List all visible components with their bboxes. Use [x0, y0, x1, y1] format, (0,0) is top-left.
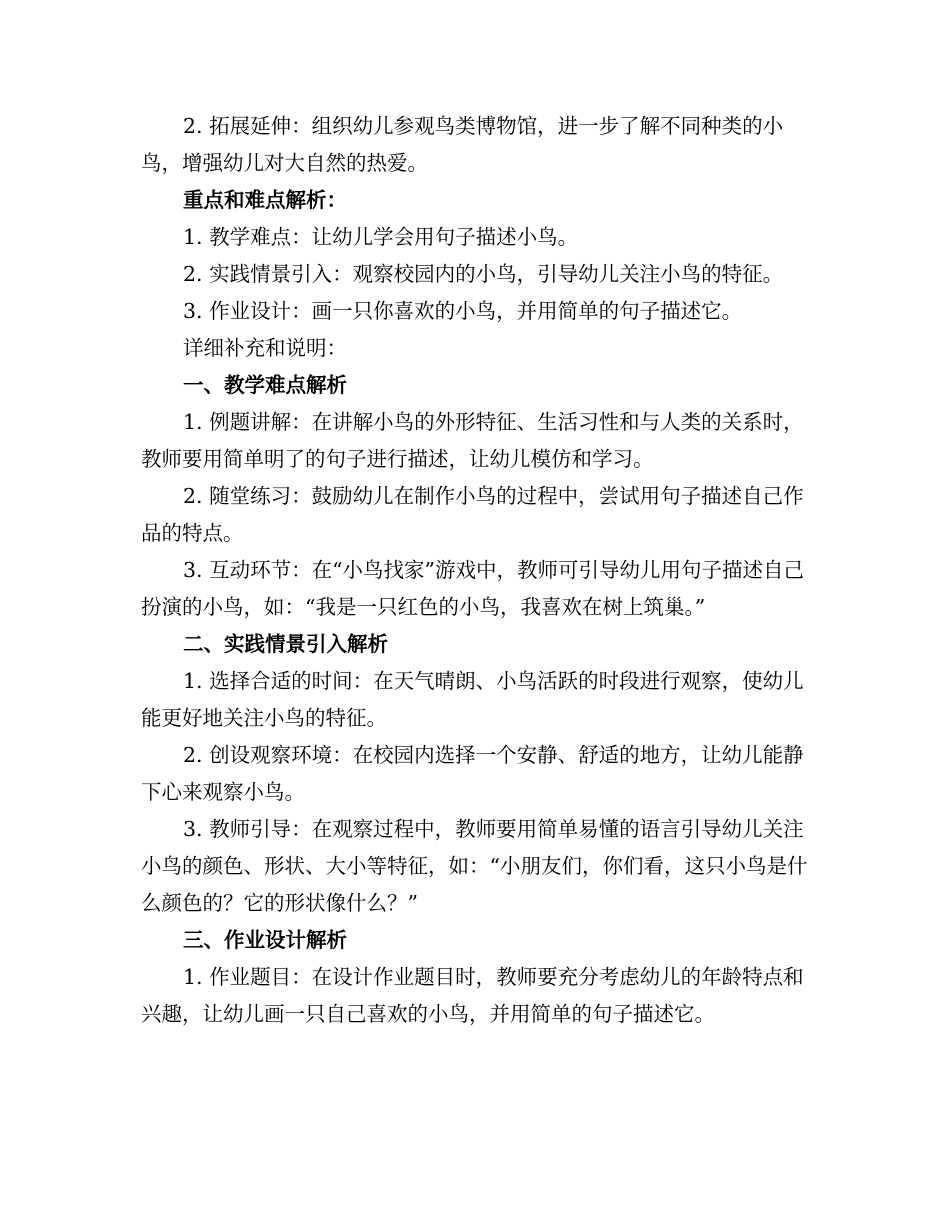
paragraph-choose-time: 1. 选择合适的时间：在天气晴朗、小鸟活跃的时段进行观察，使幼儿能更好地关注小鸟的特征。	[141, 669, 804, 730]
paragraph-observation-environment: 2. 创设观察环境：在校园内选择一个安静、舒适的地方，让幼儿能静下心来观察小鸟。	[141, 743, 804, 804]
heading-section-two: 二、实践情景引入解析	[183, 632, 388, 656]
paragraph-in-class-practice: 2. 随堂练习：鼓励幼儿在制作小鸟的过程中，尝试用句子描述自己作品的特点。	[141, 484, 804, 545]
paragraph-extension: 2. 拓展延伸：组织幼儿参观鸟类博物馆，进一步了解不同种类的小鸟，增强幼儿对大自然的热爱。	[141, 114, 784, 175]
heading-key-points: 重点和难点解析：	[183, 188, 347, 212]
heading-section-one: 一、教学难点解析	[183, 373, 347, 397]
paragraph-supplement-label: 详细补充和说明：	[183, 336, 347, 360]
paragraph-example-explanation: 1. 例题讲解：在讲解小鸟的外形特征、生活习性和与人类的关系时，教师要用简单明了的句子进行描述，让幼儿模仿和学习。	[141, 410, 804, 471]
paragraph-practice-scenario: 2. 实践情景引入：观察校园内的小鸟，引导幼儿关注小鸟的特征。	[183, 262, 784, 286]
paragraph-homework-design: 3. 作业设计：画一只你喜欢的小鸟，并用简单的句子描述它。	[183, 299, 743, 323]
paragraph-homework-topic: 1. 作业题目：在设计作业题目时，教师要充分考虑幼儿的年龄特点和兴趣，让幼儿画一只自己喜欢的小鸟，并用简单的句子描述它。	[141, 965, 804, 1026]
document-body	[141, 108, 817, 1033]
heading-section-three: 三、作业设计解析	[183, 928, 347, 952]
paragraph-teaching-difficulty: 1. 教学难点：让幼儿学会用句子描述小鸟。	[183, 225, 579, 249]
paragraph-interactive-session: 3. 互动环节：在“小鸟找家”游戏中，教师可引导幼儿用句子描述自己扮演的小鸟，如：“我是一只红色的小鸟，我喜欢在树上筑巢。”	[141, 558, 805, 619]
paragraph-teacher-guidance: 3. 教师引导：在观察过程中，教师要用简单易懂的语言引导幼儿关注小鸟的颜色、形状、大小等特征，如：“小朋友们，你们看，这只小鸟是什么颜色的？它的形状像什么？”	[141, 817, 808, 915]
